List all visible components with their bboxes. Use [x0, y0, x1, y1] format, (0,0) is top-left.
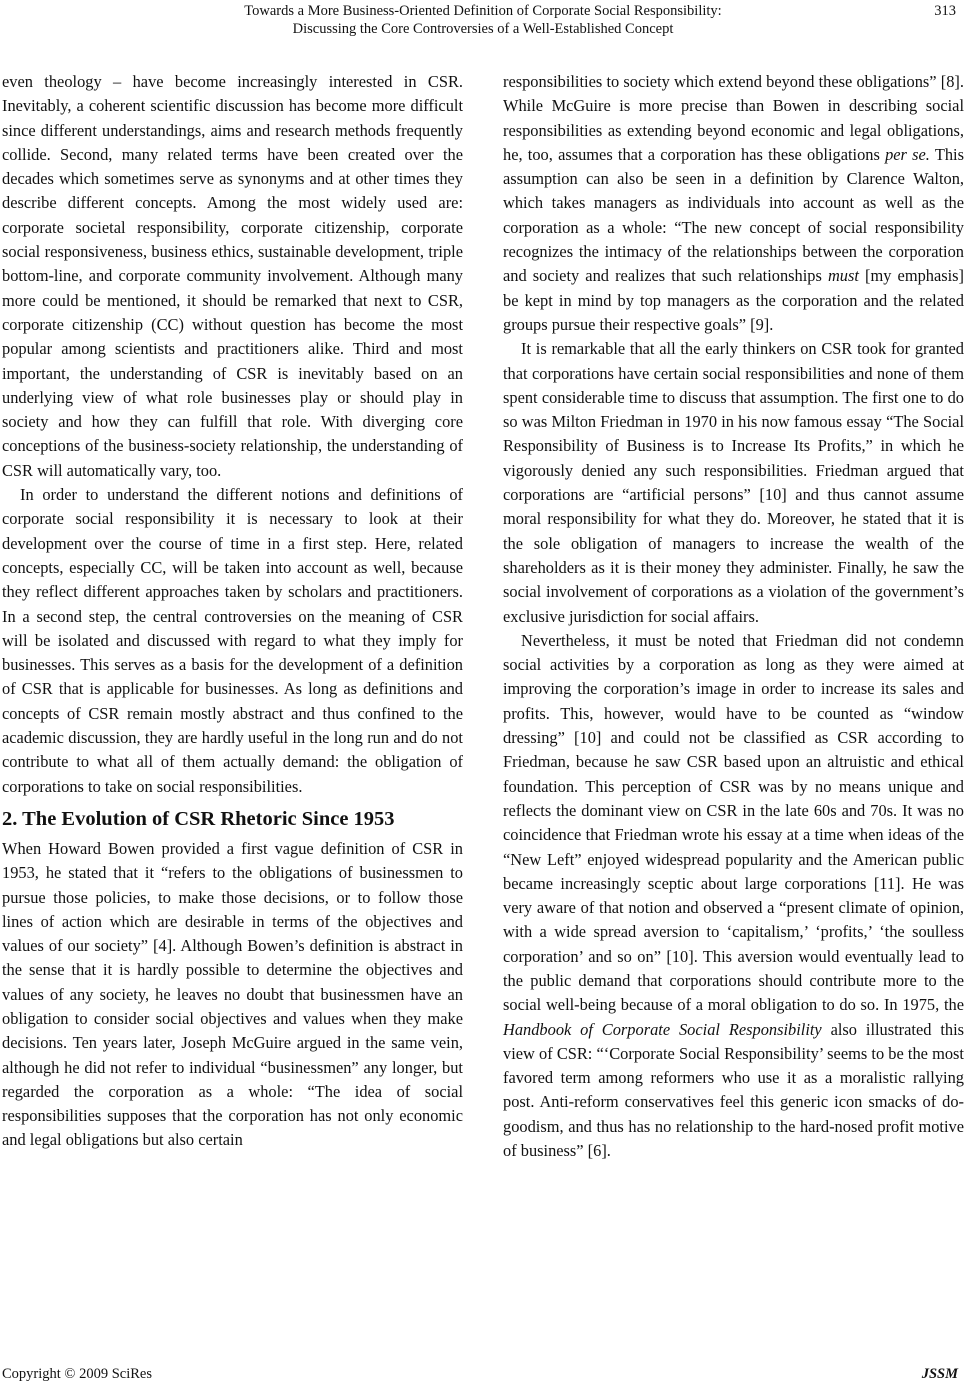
running-title-line-1: Towards a More Business-Oriented Definition of Corporate Social Responsibility: — [244, 3, 722, 19]
text-run: [my emphasis] be kept in mind by top managers as the corporation and the related groups pursue their respective goals” [9]. — [503, 266, 964, 334]
text-run: Nevertheless, it must be noted that Friedman did not condemn social activities by a corporation as long as they were aimed at improving the corporation’s image in order to increase its sales and profits. This, however, would have to be counted as “window dressing” [10] and could not be classified as CSR according to Friedman, because he saw CSR based upon an altruistic and ethical foundation. This perception of CSR was by no means unique and reflects the dominant view on CSR in the late 60s and 70s. It was no coincidence that Friedman wrote his essay at a time when ideas of the “New Left” enjoyed widespread popularity and the American public became increasingly sceptic about large corporations [11]. He was very aware of that notion and observed a “present climate of opinion, with a wide spread aversion to ‘capitalism,’ ‘profits,’ ‘the soulless corporation’ and so on” [10]. This aversion would eventually lead to the public demand that corporations should contribute more to the social well-being because of a moral obligation to do so. In 1975, the — [503, 630, 964, 1015]
page-footer — [0, 1366, 966, 1386]
paragraph: even theology – have become increasingly interested in CSR. Inevitably, a coherent scientific discussion has become more difficult since different understandings, aims and research methods frequently collide. Second, many related terms have been created over the decades which sometimes serve as synonyms and at other times they describe different concepts. Among the most widely used are: corporate societal responsibility, corporate citizenship, corporate social responsiveness, business ethics, sustainable development, triple bottom-line, and corporate community involvement. Although many more could be mentioned, it should be remarked that next to CSR, corporate citizenship (CC) without question has become the most popular among scientists and practitioners alike. Third and most important, the understanding of CSR is inevitably based on an underlying view of what role businesses play or should play in society and how they can fulfill that role. With diverging core conceptions of the business-society relationship, the understanding of CSR will automatically vary, too. — [2, 72, 463, 480]
paragraph: It is remarkable that all the early thinkers on CSR took for granted that corporations have certain social responsibilities and none of them spent considerable time to discuss that assumption. The first one to do so was Milton Friedman in 1970 in his now famous essay “The Social Responsibility of Business is to Increase Its Profits,” in which he vigorously denied any such responsibilities. Friedman argued that corporations are “artificial persons” [10] and thus cannot assume moral responsibility for what they do. Moreover, he stated that it is the sole obligation of managers to increase the wealth of the shareholders as it is their money they administer. Finally, he saw the social involvement of corporations as a violation of the government’s exclusive jurisdiction for social affairs. — [503, 339, 964, 626]
copyright-notice: Copyright © 2009 SciRes — [2, 1366, 152, 1382]
text-run: also illustrated this view of CSR: “‘Corporate Social Responsibility’ seems to be the most favored term among reformers who use it as a moralistic rallying post. Anti-reform conservatives feel this generic icon smacks of do-goodism, and thus has no relationship to the hard-nosed profit motive of business” [6]. — [503, 1019, 964, 1161]
text-run: responsibilities to society which extend beyond these obligations” [8]. While McGuire is more precise than Bowen in describing social responsibilities as extending beyond economic and legal obligations, he, too, assumes that a corporation has these obligations — [503, 72, 964, 164]
text-run: This assumption can also be seen in a definition by Clarence Walton, which takes managers as individuals into account as well as the corporation as a whole: “The new concept of social responsibility recognizes the intimacy of the relationships between the corporation and society and realizes that such relationships — [503, 144, 964, 286]
page-header — [0, 0, 966, 50]
journal-abbreviation: JSSM — [921, 1366, 958, 1382]
paragraph: When Howard Bowen provided a first vague definition of CSR in 1953, he stated that it “refers to the obligations of businessmen to pursue those policies, to make those decisions, or to follow those lines of action which are desirable in terms of the objectives and values of our society” [4]. Although Bowen’s definition is abstract in the sense that it is hardly possible to determine the objectives and values of any society, he leaves no doubt that businessmen have an obligation to consider social objectives and values when they make decisions. Ten years later, Joseph McGuire argued in the same vein, although he did not refer to individual “businessmen” any longer, but regarded the corporation as a whole: “The idea of social responsibilities supposes that the corporation has not only economic and legal obligations but also certain — [2, 838, 463, 1150]
running-title-line-2: Discussing the Core Controversies of a Well-Established Concept — [292, 21, 674, 37]
page-number: 313 — [934, 3, 956, 19]
left-column — [2, 70, 463, 1153]
book-title: Handbook of Corporate Social Responsibility — [503, 1019, 822, 1039]
section-heading: 2. The Evolution of CSR Rhetoric Since 1953 — [2, 807, 395, 830]
paragraph: In order to understand the different notions and definitions of corporate social responsibility it is necessary to look at their development over the course of time in a first step. Here, related concepts, especially CC, will be taken into account as well, because they reflect different approaches taken by scholars and practitioners. In a second step, the central controversies on the meaning of CSR will be isolated and discussed with regard to what they imply for businesses. This serves as a basis for the development of a definition of CSR that is applicable for businesses. As long as definitions and concepts of CSR remain mostly abstract and thus confined to the academic discussion, they are hardly useful in the long run and do not contribute to what all of them actually demand: the obligation of corporations to take on social responsibilities. — [2, 485, 463, 796]
emphasis-text: per se. — [885, 144, 930, 164]
paragraph — [503, 629, 964, 1164]
emphasis-text: must — [827, 266, 859, 286]
right-column — [503, 70, 964, 1163]
paragraph — [503, 70, 964, 337]
